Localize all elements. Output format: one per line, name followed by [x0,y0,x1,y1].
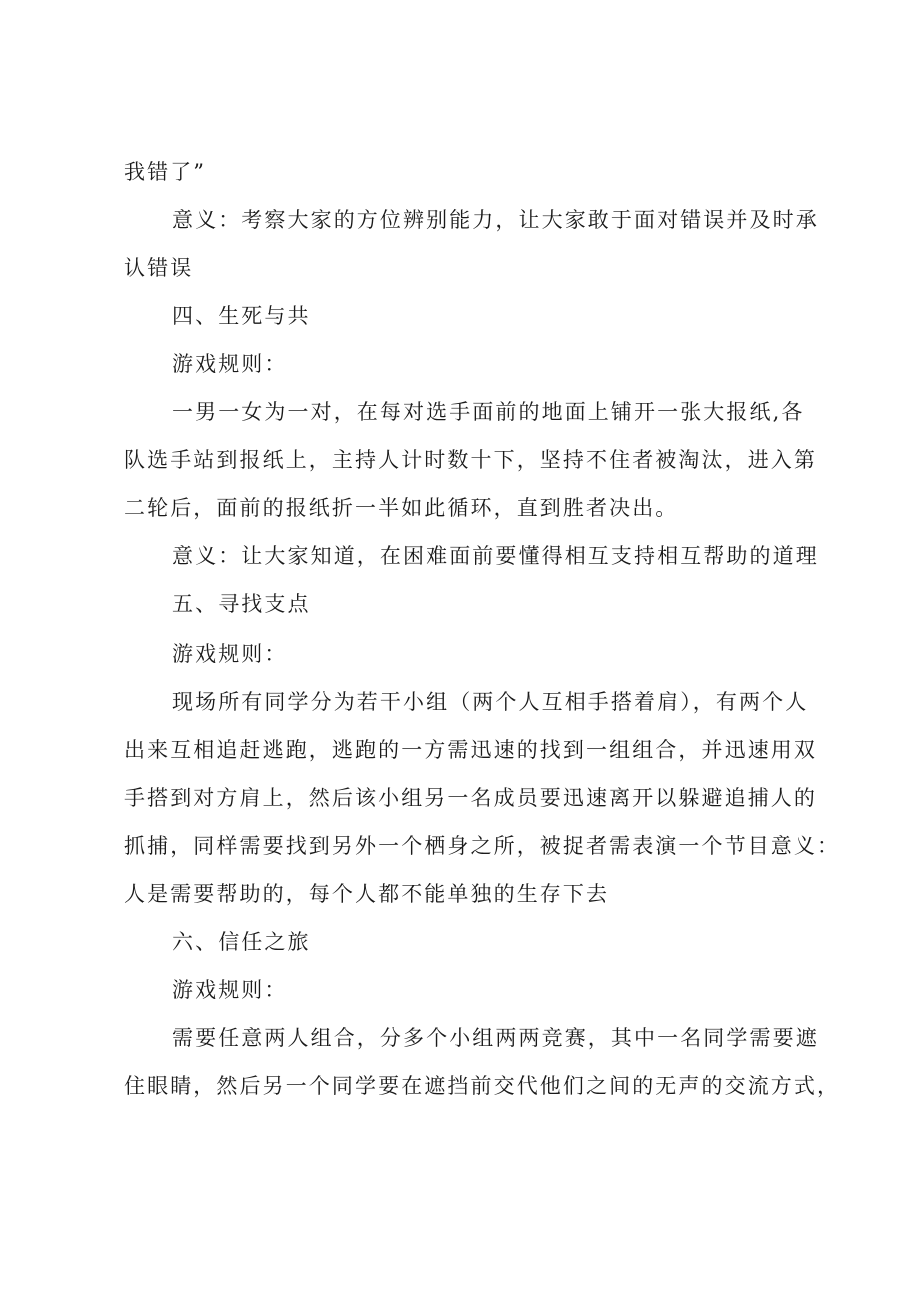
text-line: 意义：考察大家的方位辨别能力，让大家敢于面对错误并及时承 [172,208,819,232]
subheading: 游戏规则： [172,352,288,376]
text-line: 出来互相追赶逃跑，逃跑的一方需迅速的找到一组组合，并迅速用双 [124,738,817,762]
text-line: 人是需要帮助的，每个人都不能单独的生存下去 [124,882,610,906]
text-line: 一男一女为一对，在每对选手面前的地面上铺开一张大报纸,各 [172,400,805,424]
text-line: 我错了” [124,160,207,184]
text-line: 二轮后，面前的报纸折一半如此循环，直到胜者决出。 [124,496,679,520]
section-heading: 四、生死与共 [172,304,311,328]
section-heading: 六、信任之旅 [172,930,311,954]
subheading: 游戏规则： [172,978,288,1002]
section-heading: 五、寻找支点 [172,592,311,616]
text-line: 住眼睛，然后另一个同学要在遮挡前交代他们之间的无声的交流方式， [124,1074,841,1098]
text-line: 现场所有同学分为若干小组（两个人互相手搭着肩），有两个人 [172,690,809,714]
text-line: 认错误 [124,256,194,280]
text-line: 意义：让大家知道，在困难面前要懂得相互支持相互帮助的道理 [172,544,819,568]
text-line: 队选手站到报纸上，主持人计时数十下，坚持不住者被淘汰，进入第 [124,448,817,472]
subheading: 游戏规则： [172,642,288,666]
text-line: 手搭到对方肩上，然后该小组另一名成员要迅速离开以躲避追捕人的 [124,786,817,810]
text-line: 抓捕，同样需要找到另外一个栖身之所，被捉者需表演一个节目意义： [124,834,841,858]
text-line: 需要任意两人组合，分多个小组两两竞赛，其中一名同学需要遮 [172,1026,819,1050]
